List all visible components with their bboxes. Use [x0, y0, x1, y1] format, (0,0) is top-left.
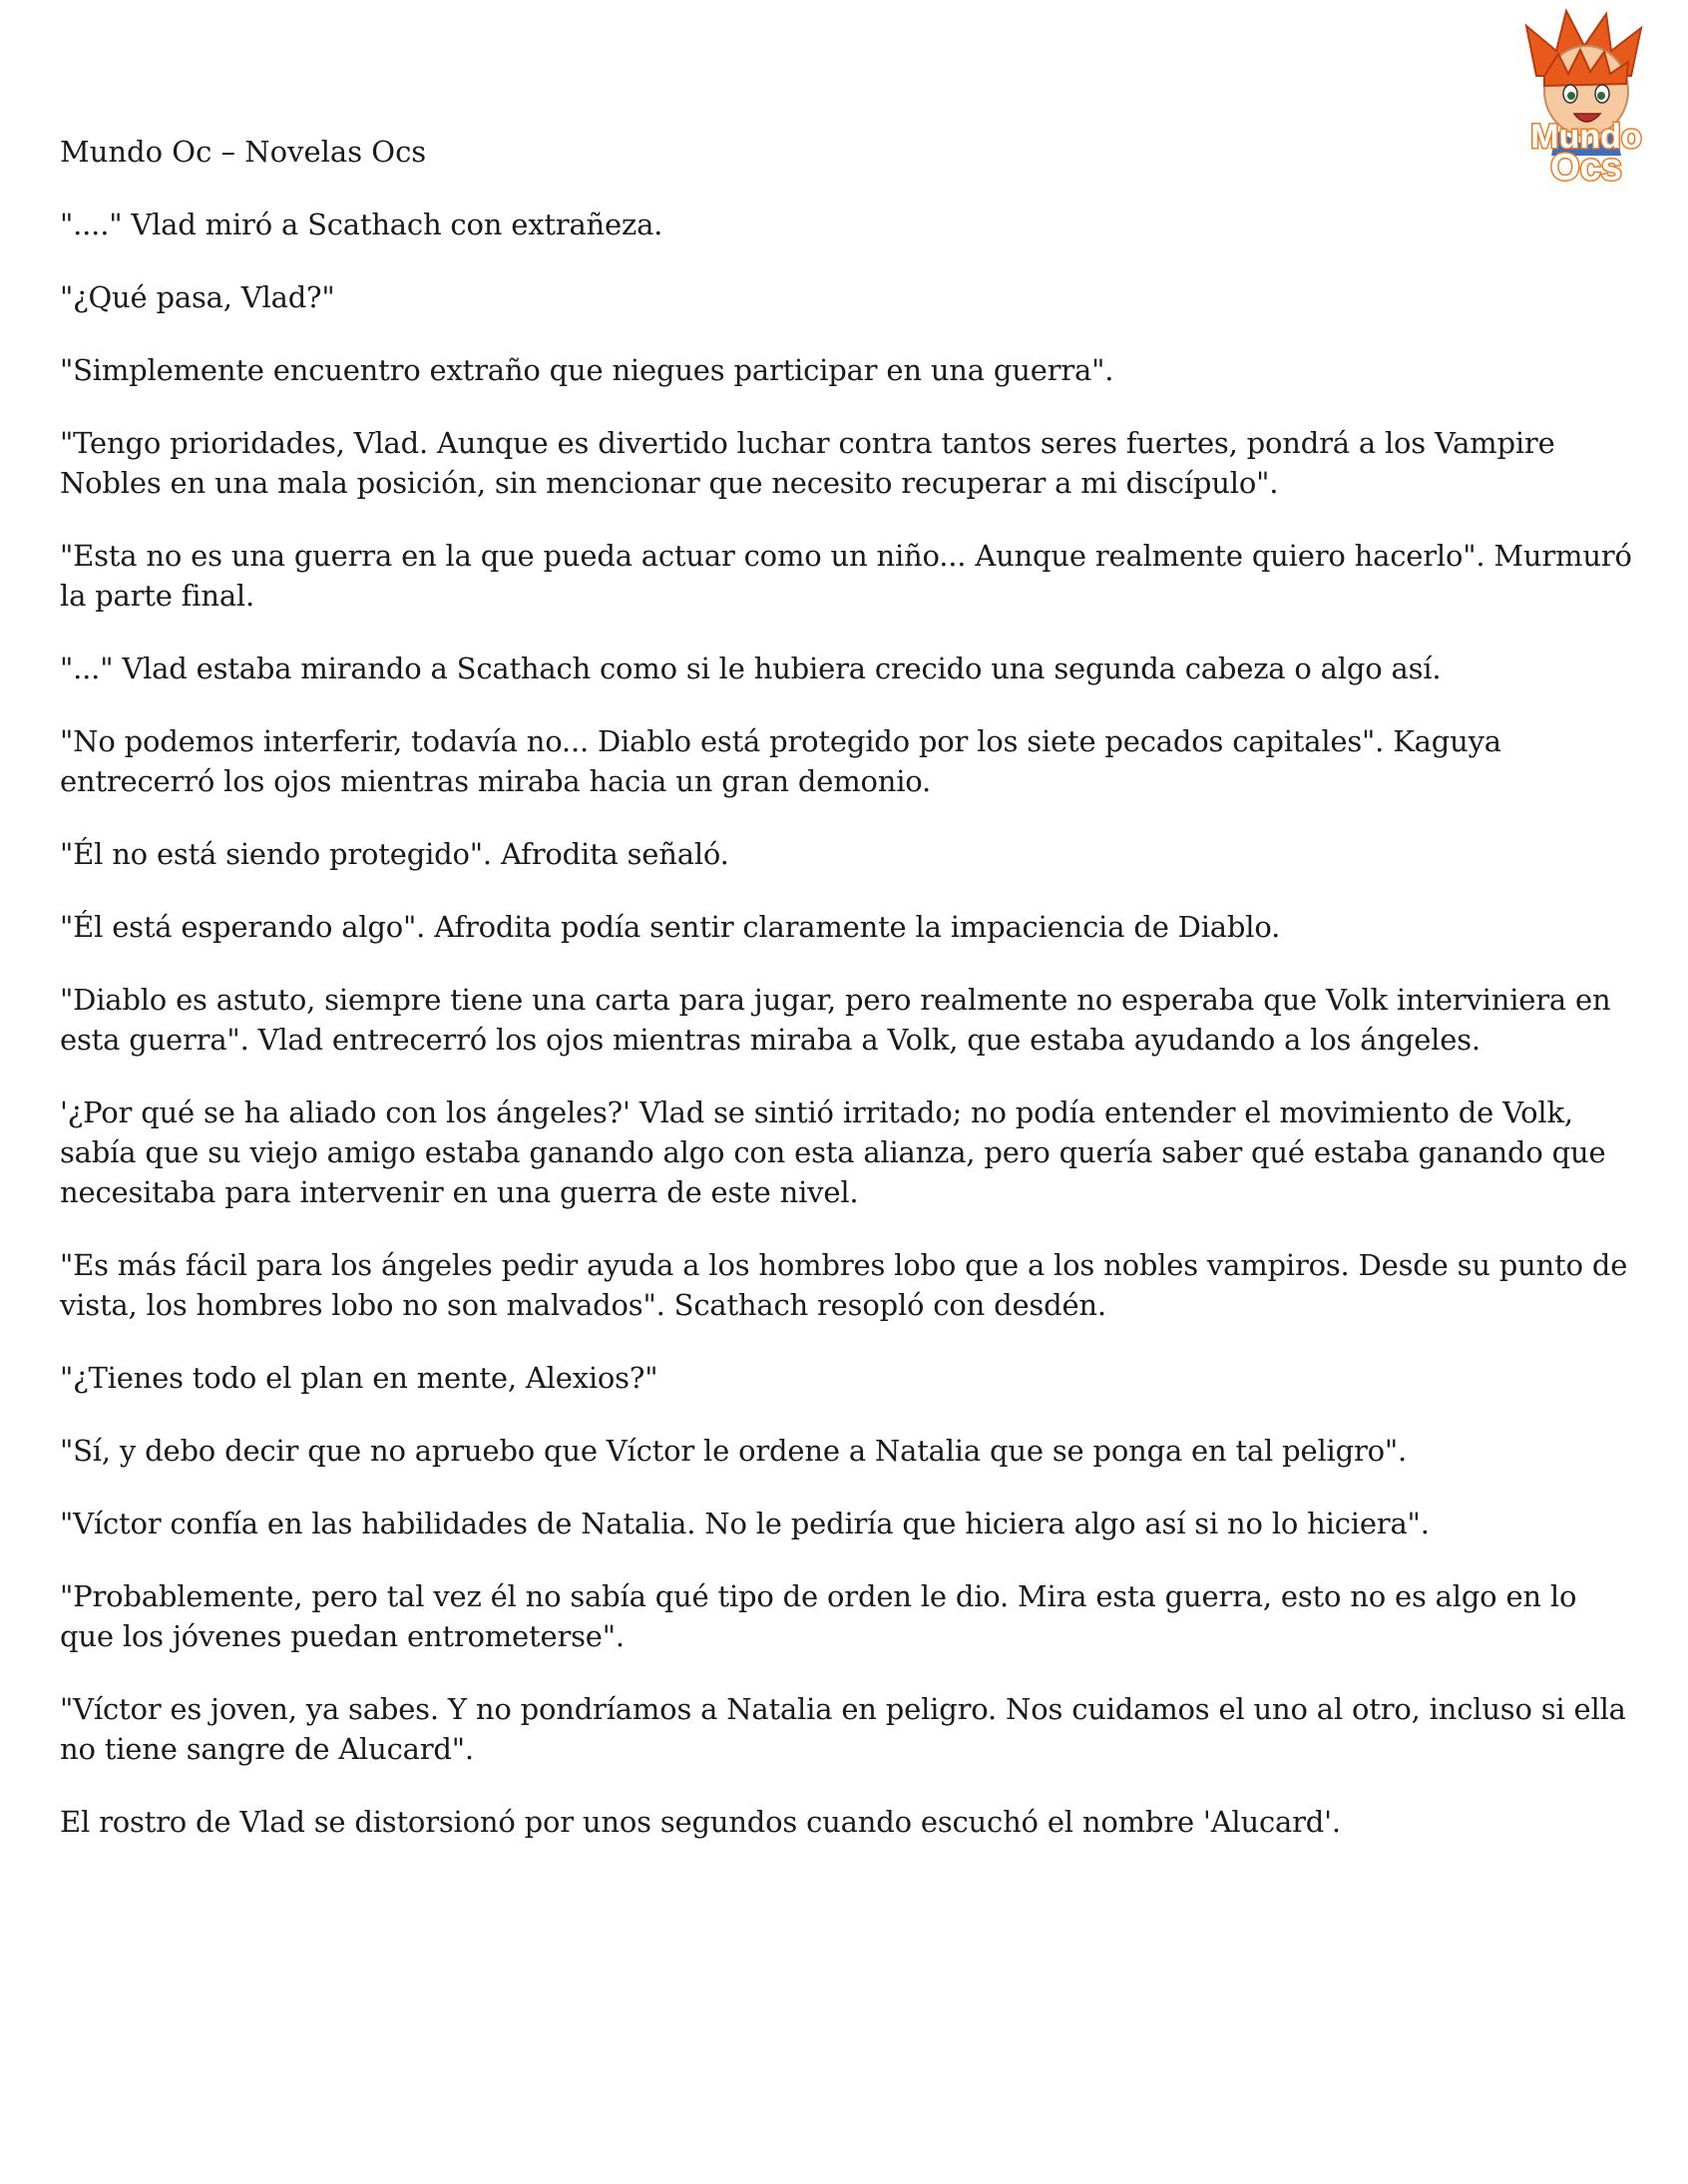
paragraph: "Tengo prioridades, Vlad. Aunque es divertido luchar contra tantos seres fuertes, pondrá a los Vampire Nobles en una mala posición, sin mencionar que necesito recuperar a mi discípulo".	[60, 426, 1555, 500]
paragraph: '¿Por qué se ha aliado con los ángeles?' Vlad se sintió irritado; no podía entender el movimiento de Volk, sabía que su viejo amigo estaba ganando algo con esta alianza, pero quería saber qué estaba ganando que necesitaba para intervenir en una guerra de este nivel.	[60, 1095, 1606, 1209]
paragraph: "Sí, y debo decir que no apruebo que Víctor le ordene a Natalia que se ponga en tal peligro".	[60, 1434, 1408, 1468]
paragraph: "Víctor es joven, ya sabes. Y no pondríamos a Natalia en peligro. Nos cuidamos el uno al otro, incluso si ella no tiene sangre de Alucard".	[60, 1692, 1626, 1766]
paragraph: "¿Tienes todo el plan en mente, Alexios?"	[60, 1361, 658, 1395]
paragraph: El rostro de Vlad se distorsionó por unos segundos cuando escuchó el nombre 'Alucard'.	[60, 1805, 1341, 1839]
paragraph: "Esta no es una guerra en la que pueda actuar como un niño... Aunque realmente quiero hacerlo". Murmuró la parte final.	[60, 539, 1632, 613]
paragraph: "Probablemente, pero tal vez él no sabía qué tipo de orden le dio. Mira esta guerra, esto no es algo en lo que los jóvenes puedan entrometerse".	[60, 1579, 1577, 1653]
paragraph: "¿Qué pasa, Vlad?"	[60, 280, 335, 314]
page-header: Mundo Oc – Novelas Ocs	[60, 135, 427, 169]
logo-text-line1: Mundo	[1530, 118, 1642, 156]
logo-text-line2: Ocs	[1550, 147, 1622, 186]
paragraph: "Simplemente encuentro extraño que niegues participar en una guerra".	[60, 353, 1114, 387]
paragraph: "..." Vlad estaba mirando a Scathach como si le hubiera crecido una segunda cabeza o algo así.	[60, 652, 1442, 685]
document-body	[60, 205, 1636, 1875]
mundo-ocs-logo	[1496, 6, 1676, 186]
paragraph: "Él está esperando algo". Afrodita podía sentir claramente la impaciencia de Diablo.	[60, 910, 1281, 944]
paragraph: "Diablo es astuto, siempre tiene una carta para jugar, pero realmente no esperaba que Volk interviniera en esta guerra". Vlad entrecerró los ojos mientras miraba a Volk, que estaba ayudando a los ángeles.	[60, 983, 1611, 1057]
paragraph: "Es más fácil para los ángeles pedir ayuda a los hombres lobo que a los nobles vampiros. Desde su punto de vista, los hombres lobo no son malvados". Scathach resopló con desdén.	[60, 1248, 1628, 1322]
paragraph: "Víctor confía en las habilidades de Natalia. No le pediría que hiciera algo así si no lo hiciera".	[60, 1507, 1430, 1540]
logo-graphic	[1496, 6, 1676, 186]
paragraph: "No podemos interferir, todavía no... Diablo está protegido por los siete pecados capitales". Kaguya entrecerró los ojos mientras miraba hacia un gran demonio.	[60, 724, 1501, 798]
paragraph: "...." Vlad miró a Scathach con extrañeza.	[60, 208, 663, 241]
paragraph: "Él no está siendo protegido". Afrodita señaló.	[60, 837, 729, 871]
